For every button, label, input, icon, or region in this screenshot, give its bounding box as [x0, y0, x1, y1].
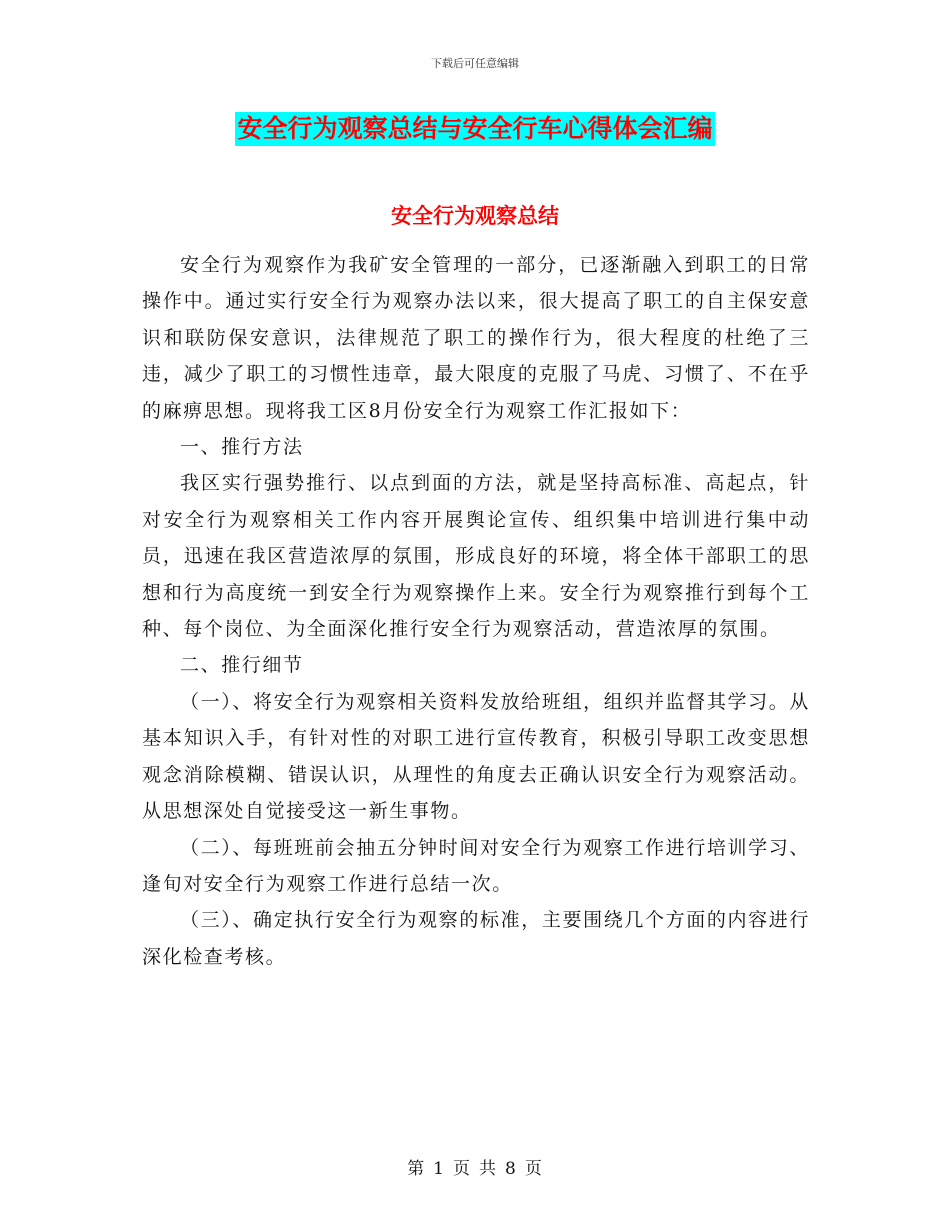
heading-method: 一、推行方法 — [180, 436, 304, 459]
heading-details: 二、推行细节 — [180, 654, 304, 677]
document-title: 安全行为观察总结与安全行车心得体会汇编 — [235, 112, 714, 146]
footer-total-word: 页 — [524, 1159, 543, 1179]
paragraph-detail-3: （三）、确定执行安全行为观察的标准，主要围绕几个方面的内容进行深化检查考核。 — [142, 909, 810, 968]
footer-total-prefix: 共 — [479, 1159, 497, 1179]
paragraph-detail-2: （二）、每班班前会抽五分钟时间对安全行为观察工作进行培训学习、逢旬对安全行为观察工作进行总结一次。 — [142, 836, 810, 895]
paragraph-intro: 安全行为观察作为我矿安全管理的一部分，已逐渐融入到职工的日常操作中。通过实行安全行为观察办法以来，很大提高了职工的自主保安意识和联防保安意识，法律规范了职工的操作行为，很大程度的杜绝了三违，减少了职工的习惯性违章，最大限度的克服了马虎、习惯了、不在乎的麻痹思想。现将我工区8月份安全行为观察工作汇报如下： — [142, 254, 810, 422]
document-title-wrap — [0, 112, 950, 146]
paragraph-detail-1: （一）、将安全行为观察相关资料发放给班组，组织并监督其学习。从基本知识入手，有针对性的对职工进行宣传教育，积极引导职工改变思想观念消除模糊、错误认识，从理性的角度去正确认识安全行为观察活动。从思想深处自觉接受这一新生事物。 — [142, 690, 810, 823]
paragraph-method: 我区实行强势推行、以点到面的方法，就是坚持高标准、高起点，针对安全行为观察相关工作内容开展舆论宣传、组织集中培训进行集中动员，迅速在我区营造浓厚的氛围，形成良好的环境，将全体干部职工的思想和行为高度统一到安全行为观察操作上来。安全行为观察推行到每个工种、每个岗位、为全面深化推行安全行为观察活动，营造浓厚的氛围。 — [142, 472, 810, 641]
document-body — [142, 247, 810, 975]
footer-prefix: 第 — [407, 1159, 426, 1179]
page-footer — [0, 1154, 950, 1179]
footer-page-word: 页 — [453, 1159, 471, 1179]
footer-total-pages: 8 — [505, 1159, 517, 1179]
footer-page-number: 1 — [433, 1159, 445, 1179]
header-note: 下载后可任意编辑 — [431, 57, 519, 70]
section-title: 安全行为观察总结 — [391, 203, 559, 228]
